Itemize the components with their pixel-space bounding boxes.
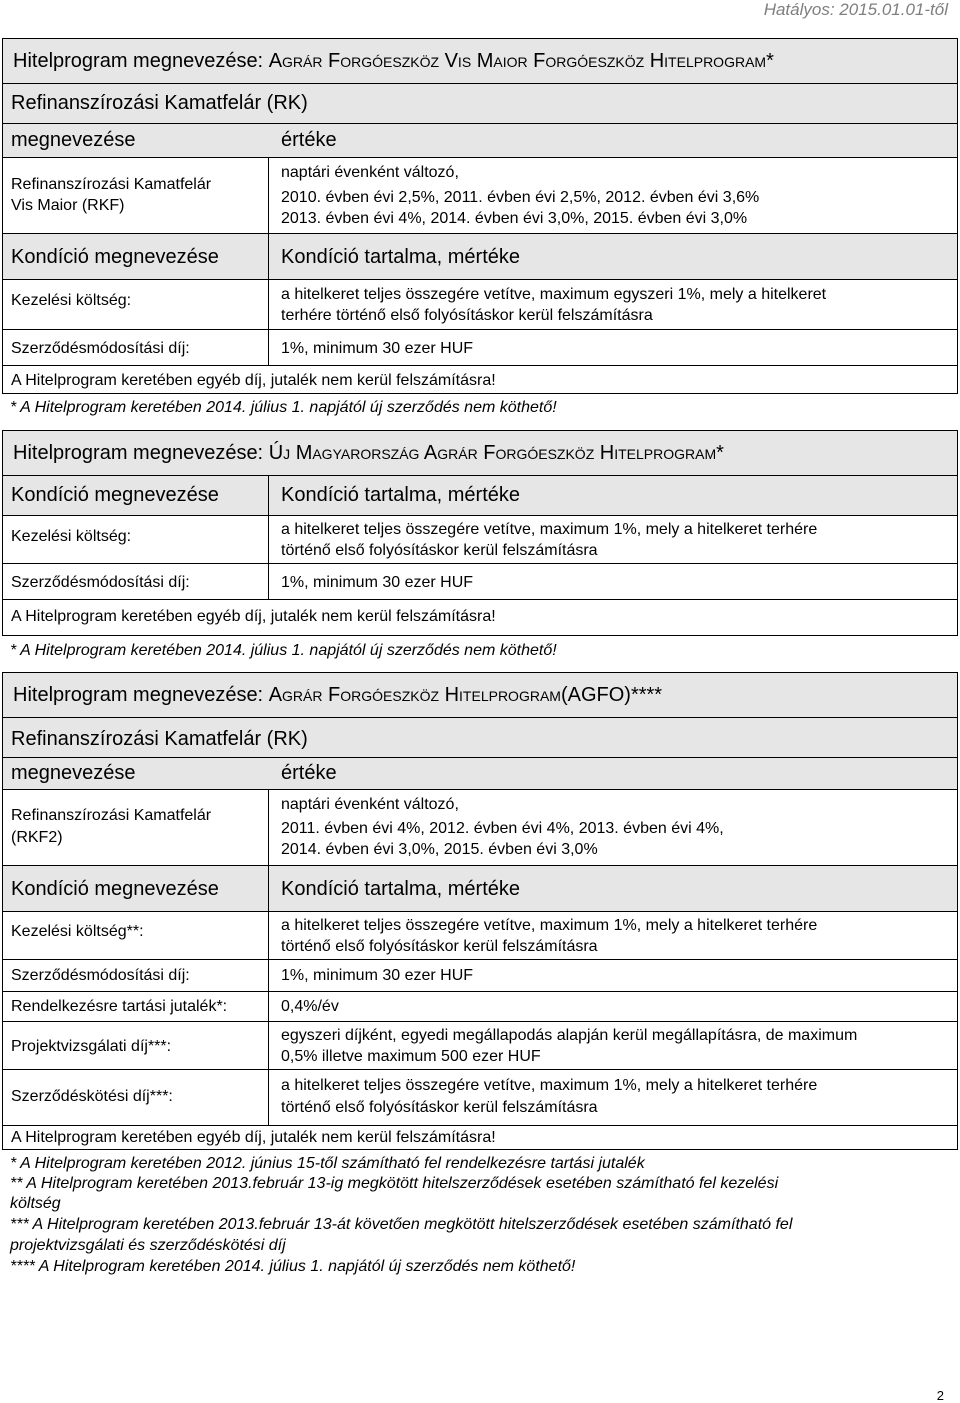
no-fee-row <box>2 366 958 394</box>
footnote-1: * A Hitelprogram keretében 2012. június 15-től számítható fel rendelkezésre tartási jutalék <box>10 1155 645 1172</box>
kezelesi-label: Kezelési költség: <box>11 528 132 545</box>
rk-name-line2: Vis Maior (RKF) <box>11 197 125 214</box>
projektvizsgalati-value-line1: egyszeri díjként, egyedi megállapodás alapján kerül megállapításra, de maximum <box>281 1027 858 1044</box>
szerzodesmod-row <box>2 564 958 600</box>
rk-value-line2: 2011. évben évi 4%, 2012. évben évi 4%, 2013. évben évi 4%, <box>281 820 724 837</box>
szerzodeskotesi-value-line1: a hitelkeret teljes összegére vetítve, maximum 1%, mely a hitelkeret terhére <box>281 1077 818 1094</box>
rk-name-line2: (RKF2) <box>11 829 63 846</box>
rk-columns <box>2 758 958 790</box>
szerzodesmod-value: 1%, minimum 30 ezer HUF <box>281 340 474 357</box>
no-fee-text: A Hitelprogram keretében egyéb díj, jutalék nem kerül felszámításra! <box>11 372 496 389</box>
rendelkezesre-value: 0,4%/év <box>281 998 339 1015</box>
cond-name-header: Kondíció megnevezése <box>11 246 219 268</box>
kezelesi-label: Kezelési költség**: <box>11 923 144 940</box>
no-fee-row <box>2 600 958 636</box>
cond-header <box>2 866 958 912</box>
szerzodeskotesi-label: Szerződéskötési díj***: <box>11 1088 173 1105</box>
cond-content-header: Kondíció tartalma, mértéke <box>281 246 520 268</box>
title-prefix: Hitelprogram megnevezése: <box>13 49 264 72</box>
cond-header <box>2 234 958 280</box>
footnote: * A Hitelprogram keretében 2014. július 1. napjától új szerződés nem köthető! <box>10 399 557 416</box>
szerzodesmod-row <box>2 330 958 366</box>
program-suffix: (AGFO)**** <box>560 683 663 706</box>
projektvizsgalati-value-line2: 0,5% illetve maximum 500 ezer HUF <box>281 1048 541 1065</box>
szerzodeskotesi-value-line2: történő első folyósításkor kerül felszámításra <box>281 1099 598 1116</box>
rk-header <box>2 84 958 124</box>
kezelesi-row <box>2 280 958 330</box>
projektvizsgalati-label: Projektvizsgálati díj***: <box>11 1038 172 1055</box>
kezelesi-value-line2: terhére történő első folyósításkor kerül felszámításra <box>281 307 653 324</box>
rk-name-line1: Refinanszírozási Kamatfelár <box>11 807 212 824</box>
rk-name-line1: Refinanszírozási Kamatfelár <box>11 176 212 193</box>
cond-content-header: Kondíció tartalma, mértéke <box>281 878 520 900</box>
col-value: értéke <box>281 762 337 784</box>
col-name: megnevezése <box>11 129 136 151</box>
footnote-2-line1: ** A Hitelprogram keretében 2013.február 13-ig megkötött hitelszerződések esetében számítható fel kezelési <box>10 1175 779 1192</box>
section-title <box>2 38 958 84</box>
no-fee-text: A Hitelprogram keretében egyéb díj, jutalék nem kerül felszámításra! <box>11 608 496 625</box>
footnote-4: **** A Hitelprogram keretében 2014. július 1. napjától új szerződés nem köthető! <box>10 1258 576 1275</box>
page-number: 2 <box>936 1388 944 1403</box>
program-name: Agrár Forgóeszköz Hitelprogram <box>268 683 561 706</box>
rk-value-line1: naptári évenként változó, <box>281 164 459 181</box>
col-value: értéke <box>281 129 337 151</box>
rk-columns <box>2 124 958 158</box>
program-name: Agrár Forgóeszköz Vis Maior Forgóeszköz Hitelprogram* <box>268 49 774 72</box>
footnote-2-line2: költség <box>10 1195 61 1212</box>
rk-value-line1: naptári évenként változó, <box>281 796 459 813</box>
effective-date: Hatályos: 2015.01.01-től <box>763 0 948 19</box>
title-prefix: Hitelprogram megnevezése: <box>13 683 264 706</box>
rk-row <box>2 790 958 866</box>
kezelesi-value-line1: a hitelkeret teljes összegére vetítve, maximum egyszeri 1%, mely a hitelkeret <box>281 286 827 303</box>
rk-value-line2: 2010. évben évi 2,5%, 2011. évben évi 2,5%, 2012. évben évi 3,6% <box>281 189 760 206</box>
col-name: megnevezése <box>11 762 136 784</box>
section-title <box>2 430 958 476</box>
cond-header <box>2 476 958 516</box>
rk-title: Refinanszírozási Kamatfelár (RK) <box>11 728 308 750</box>
rk-value-line3: 2014. évben évi 3,0%, 2015. évben évi 3,0% <box>281 841 598 858</box>
szerzodesmod-row <box>2 960 958 992</box>
kezelesi-value-line2: történő első folyósításkor kerül felszámításra <box>281 938 598 955</box>
kezelesi-value-line2: történő első folyósításkor kerül felszámításra <box>281 542 598 559</box>
rk-title: Refinanszírozási Kamatfelár (RK) <box>11 92 308 114</box>
szerzodesmod-value: 1%, minimum 30 ezer HUF <box>281 967 474 984</box>
cond-name-header: Kondíció megnevezése <box>11 484 219 506</box>
title-prefix: Hitelprogram megnevezése: <box>13 441 264 464</box>
kezelesi-row <box>2 516 958 564</box>
szerzodesmod-label: Szerződésmódosítási díj: <box>11 967 190 984</box>
footnote-3-line2: projektvizsgálati és szerződéskötési díj <box>10 1237 286 1254</box>
szerzodesmod-label: Szerződésmódosítási díj: <box>11 340 190 357</box>
kezelesi-value-line1: a hitelkeret teljes összegére vetítve, maximum 1%, mely a hitelkeret terhére <box>281 917 818 934</box>
section-title <box>2 672 958 718</box>
program-name: Új Magyarország Agrár Forgóeszköz Hitelprogram* <box>268 441 724 464</box>
kezelesi-row <box>2 912 958 960</box>
footnote: * A Hitelprogram keretében 2014. július 1. napjától új szerződés nem köthető! <box>10 642 557 659</box>
rk-value-line3: 2013. évben évi 4%, 2014. évben évi 3,0%, 2015. évben évi 3,0% <box>281 210 748 227</box>
szerzodeskotesi-row <box>2 1070 958 1126</box>
cond-name-header: Kondíció megnevezése <box>11 878 219 900</box>
no-fee-row <box>2 1126 958 1150</box>
rendelkezesre-label: Rendelkezésre tartási jutalék*: <box>11 998 228 1015</box>
kezelesi-value-line1: a hitelkeret teljes összegére vetítve, maximum 1%, mely a hitelkeret terhére <box>281 521 818 538</box>
szerzodesmod-value: 1%, minimum 30 ezer HUF <box>281 574 474 591</box>
footnote-3-line1: *** A Hitelprogram keretében 2013.február 13-át követően megkötött hitelszerződések esetében számítható fel <box>10 1216 793 1233</box>
rk-row <box>2 158 958 234</box>
kezelesi-label: Kezelési költség: <box>11 292 132 309</box>
szerzodesmod-label: Szerződésmódosítási díj: <box>11 574 190 591</box>
cond-content-header: Kondíció tartalma, mértéke <box>281 484 520 506</box>
rk-header <box>2 718 958 758</box>
rendelkezesre-row <box>2 992 958 1022</box>
projektvizsgalati-row <box>2 1022 958 1070</box>
no-fee-text: A Hitelprogram keretében egyéb díj, jutalék nem kerül felszámításra! <box>11 1129 496 1146</box>
